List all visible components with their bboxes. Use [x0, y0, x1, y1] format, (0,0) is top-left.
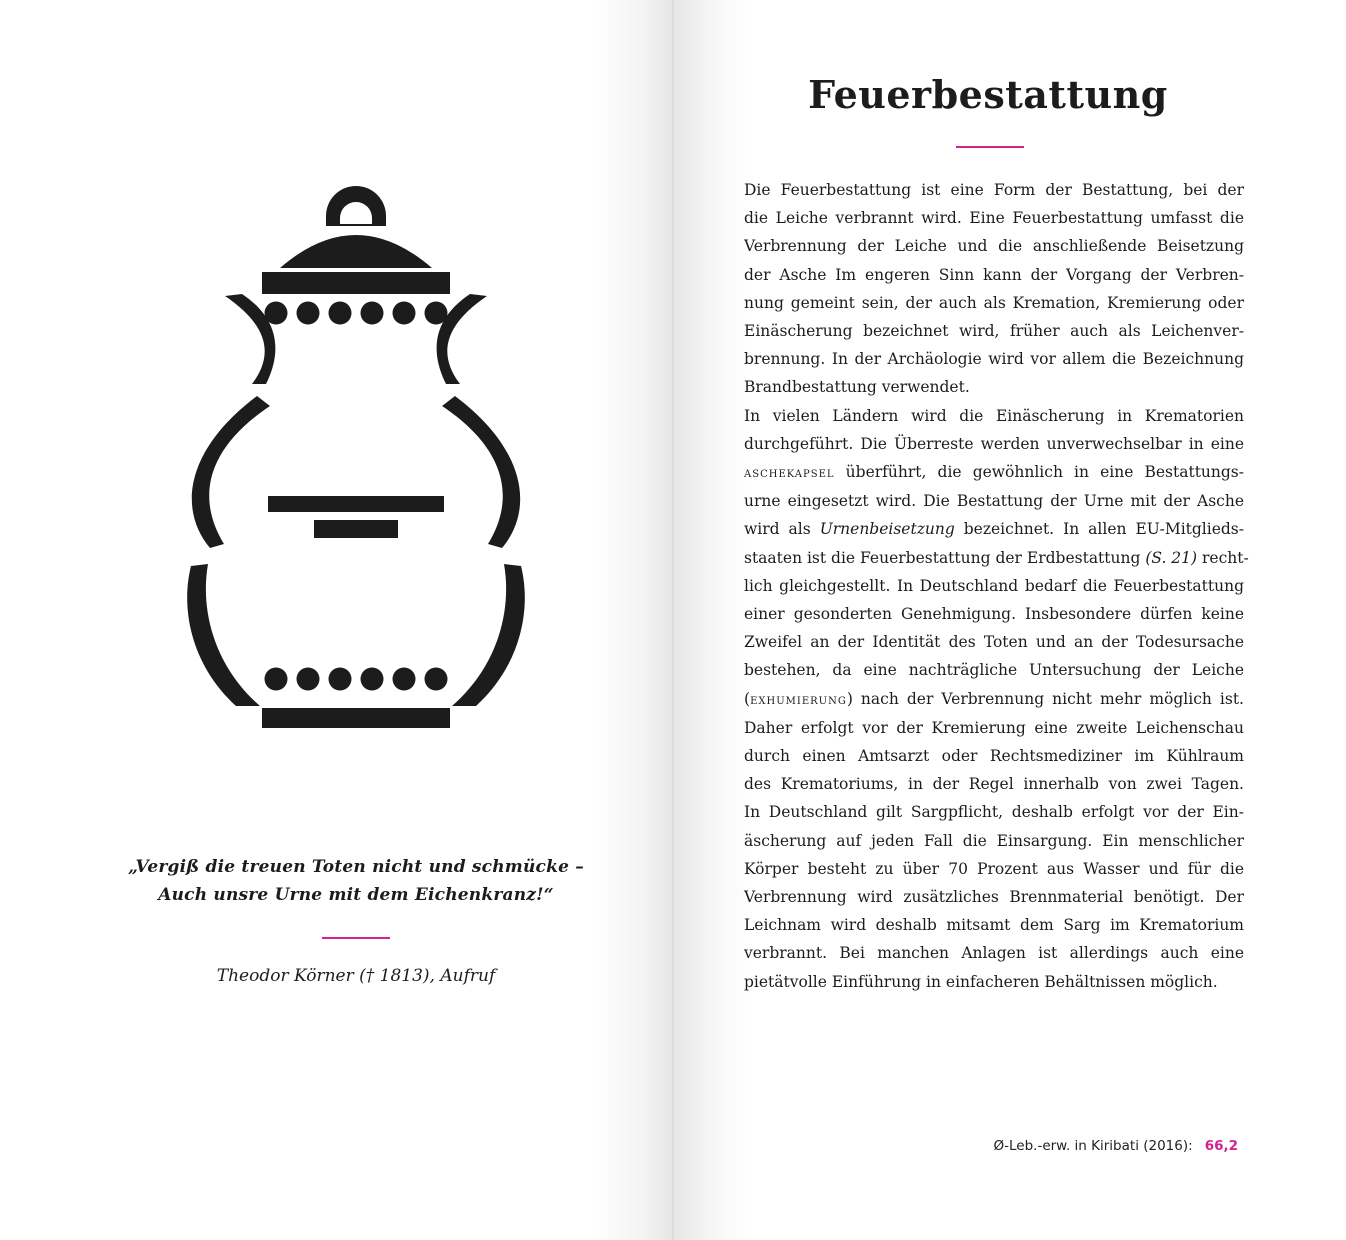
text-segment: bezeichnet. In allen EU-Mitglieds-	[954, 520, 1244, 539]
urn-icon	[180, 180, 532, 736]
text-line	[744, 770, 1244, 798]
text-line	[744, 798, 1244, 826]
text-segment: In vielen Ländern wird die Einäscherung in Krematorien	[744, 406, 1244, 425]
text-segment: durch einen Amtsarzt oder Rechtsmediziner im Kühlraum	[744, 747, 1244, 766]
text-segment: staaten ist die Feuerbestattung der Erdbestattung	[744, 548, 1146, 567]
text-segment: Einäscherung bezeichnet wird, früher auch als Leichenver-	[744, 322, 1244, 341]
text-line	[744, 515, 1244, 543]
text-segment: die Leiche verbrannt wird. Eine Feuerbestattung umfasst die	[744, 209, 1244, 228]
text-segment: urne eingesetzt wird. Die Bestattung der Urne mit der Asche	[744, 492, 1244, 511]
text-line	[744, 544, 1249, 572]
small-caps-term: exhumierung	[750, 691, 847, 708]
text-segment: Daher erfolgt vor der Kremierung eine zweite Leichenschau	[744, 718, 1244, 737]
text-segment: des Krematoriums, in der Regel innerhalb von zwei Tagen.	[744, 775, 1244, 794]
text-line	[744, 685, 1244, 714]
epigraph-quote	[100, 853, 612, 909]
text-segment: Zweifel an der Identität des Toten und an der Todesursache	[744, 633, 1244, 652]
text-line	[744, 656, 1244, 684]
text-segment: pietätvolle Einführung in einfacheren Behältnissen möglich.	[744, 972, 1218, 991]
quote-attribution: Theodor Körner († 1813), Aufruf	[216, 966, 496, 986]
text-segment: wird als	[744, 520, 820, 539]
quote-divider	[322, 937, 390, 939]
text-line	[744, 827, 1244, 855]
text-segment: (	[744, 689, 751, 708]
text-line	[744, 742, 1244, 770]
page-footer	[994, 1138, 1239, 1154]
text-segment: recht-	[1197, 548, 1249, 567]
text-line	[744, 402, 1244, 430]
text-line	[744, 855, 1244, 883]
italic-term: Urnenbeisetzung	[819, 520, 955, 539]
text-segment: Die Feuerbestattung ist eine Form der Bestattung, bei der	[744, 181, 1244, 199]
text-line	[744, 261, 1244, 289]
text-segment: nung gemeint sein, der auch als Kremation, Kremierung oder	[744, 293, 1244, 312]
text-segment: brennung. In der Archäologie wird vor allem die Bezeichnung	[744, 350, 1244, 369]
text-line	[744, 628, 1244, 656]
text-segment: In Deutschland gilt Sargpflicht, deshalb erfolgt vor der Ein-	[744, 803, 1244, 822]
text-segment: überführt, die gewöhnlich in eine Bestattungs-	[834, 463, 1244, 482]
text-line	[744, 232, 1244, 260]
footer-label: Ø-Leb.-erw. in Kiribati (2016):	[993, 1138, 1193, 1154]
text-segment: Körper besteht zu über 70 Prozent aus Wasser und für die	[744, 859, 1244, 878]
text-segment: einer gesonderten Genehmigung. Insbesondere dürfen keine	[744, 605, 1244, 624]
text-line	[744, 968, 1244, 996]
text-segment: durchgeführt. Die Überreste werden unverwechselbar in eine	[744, 434, 1244, 453]
text-line	[744, 204, 1244, 232]
text-segment: lich gleichgestellt. In Deutschland bedarf die Feuerbestattung	[744, 576, 1244, 595]
text-line	[744, 373, 1244, 401]
text-line	[744, 289, 1244, 317]
quote-line-2: Auch unsre Urne mit dem Eichenkranz!“	[158, 885, 554, 905]
text-line	[744, 176, 1244, 204]
text-line	[744, 572, 1244, 600]
text-segment: bestehen, da eine nachträgliche Untersuchung der Leiche	[744, 661, 1244, 680]
text-line	[744, 883, 1244, 911]
text-segment: Verbrennung wird zusätzliches Brennmaterial benötigt. Der	[744, 888, 1244, 907]
chapter-title: Feuerbestattung	[808, 72, 1168, 117]
text-line	[744, 487, 1244, 515]
text-line	[744, 430, 1244, 458]
text-line	[744, 911, 1244, 939]
title-divider	[956, 146, 1024, 148]
text-line	[744, 714, 1244, 742]
text-segment: Leichnam wird deshalb mitsamt dem Sarg im Krematorium	[744, 916, 1244, 935]
text-segment: verbrannt. Bei manchen Anlagen ist allerdings auch eine	[744, 944, 1244, 963]
text-line	[744, 458, 1244, 487]
italic-term: (S. 21)	[1145, 548, 1198, 567]
text-segment: Brandbestattung verwendet.	[744, 378, 970, 397]
text-segment: äscherung auf jeden Fall die Einsargung. Ein menschlicher	[744, 831, 1244, 850]
text-segment: Verbrennung der Leiche und die anschließende Beisetzung	[744, 237, 1244, 256]
text-segment: der Asche Im engeren Sinn kann der Vorgang der Verbren-	[744, 265, 1244, 284]
text-line	[744, 345, 1244, 373]
text-line	[744, 600, 1244, 628]
left-page	[0, 0, 672, 1240]
text-line	[744, 939, 1244, 967]
text-line	[744, 317, 1244, 345]
right-page	[674, 0, 1346, 1240]
small-caps-term: aschekapsel	[744, 465, 835, 482]
quote-line-1: „Vergiß die treuen Toten nicht und schmücke –	[128, 857, 584, 877]
body-text	[744, 176, 1249, 996]
footer-value: 66,2	[1204, 1138, 1238, 1154]
text-segment: ) nach der Verbrennung nicht mehr möglich ist.	[846, 689, 1244, 708]
